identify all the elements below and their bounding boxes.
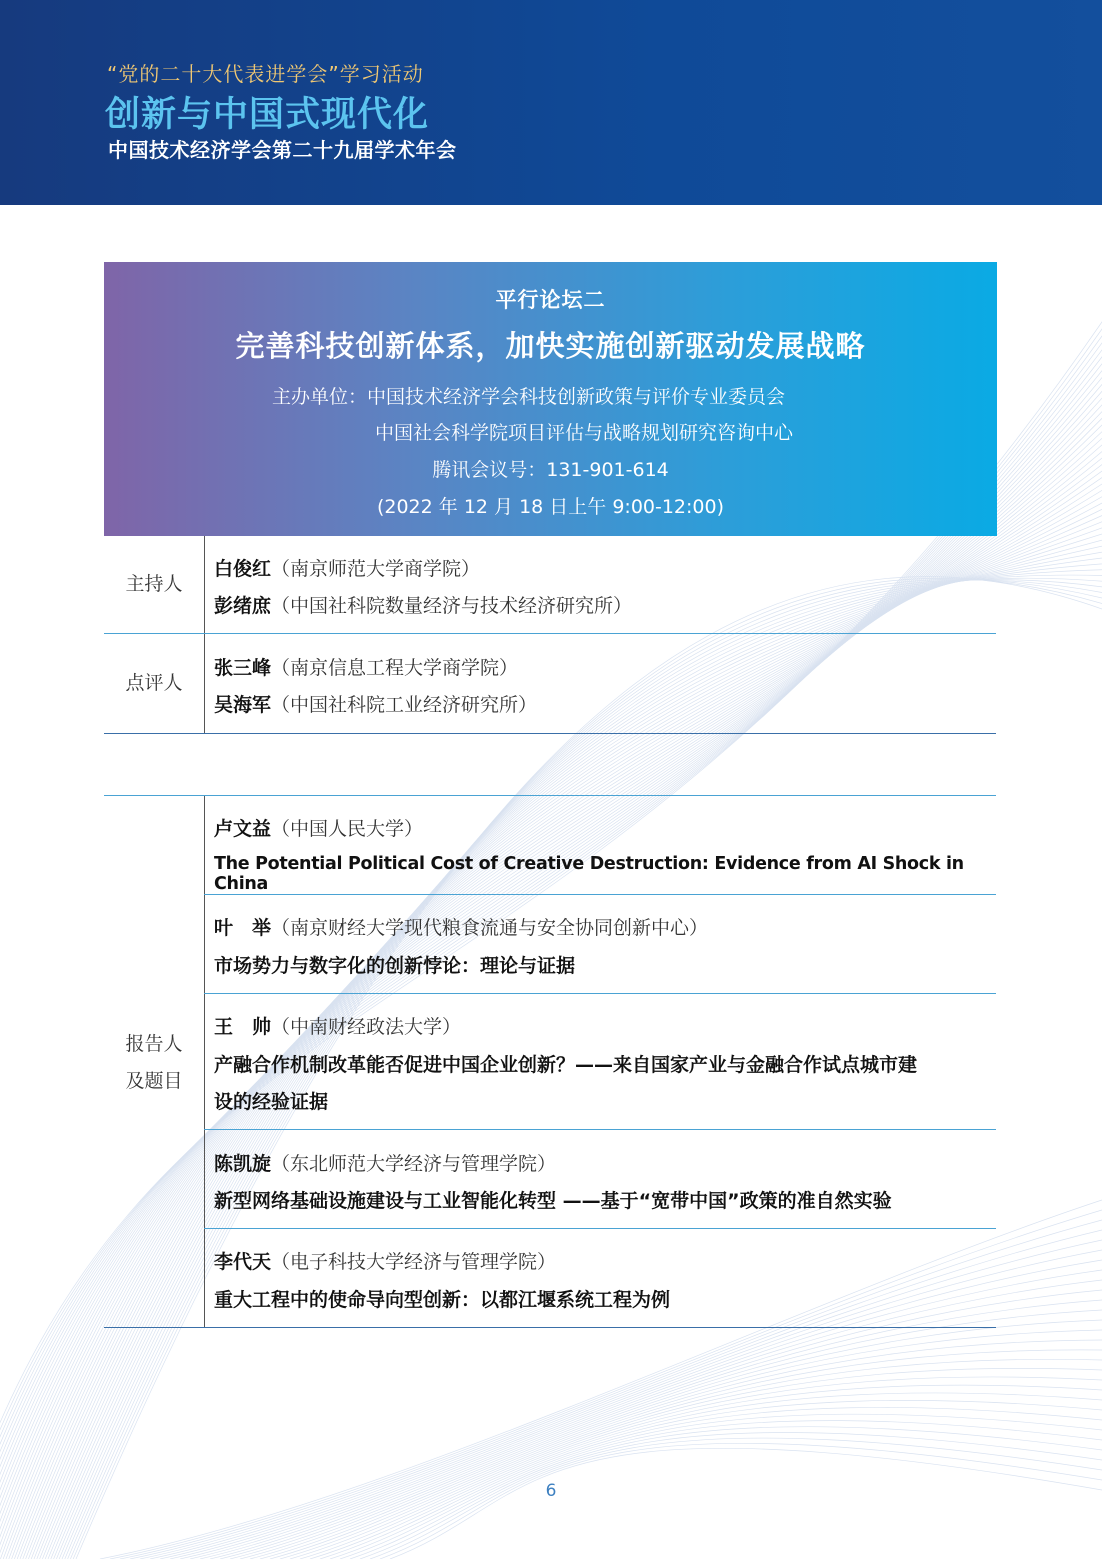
speaker-3-topic-line2: 设的经验证据 xyxy=(214,1091,329,1113)
person-name: 李代天 xyxy=(214,1251,272,1273)
person-name: 王 帅 xyxy=(214,1016,272,1038)
person-name: 张三峰 xyxy=(214,657,272,679)
reviewer-2 xyxy=(214,690,537,717)
speaker-4 xyxy=(214,1149,556,1176)
row-divider xyxy=(104,633,996,634)
person-affiliation: （电子科技大学经济与管理学院） xyxy=(271,1251,557,1273)
page-number: 6 xyxy=(545,1481,557,1501)
role-reviewers: 点评人 xyxy=(125,672,183,694)
person-name: 叶 举 xyxy=(214,917,272,939)
row-divider xyxy=(104,1327,996,1328)
row-divider xyxy=(204,1228,996,1229)
speaker-1 xyxy=(214,814,423,841)
person-affiliation: （中国社科院工业经济研究所） xyxy=(271,694,538,716)
organizer-line-1 xyxy=(272,382,785,409)
speaker-5 xyxy=(214,1247,556,1274)
speaker-2 xyxy=(214,913,708,940)
speaker-5-topic: 重大工程中的使命导向型创新：以都江堰系统工程为例 xyxy=(214,1289,671,1311)
person-affiliation: （南京财经大学现代粮食流通与安全协同创新中心） xyxy=(271,917,709,939)
organizer-2: 中国社会科学院项目评估与战略规划研究咨询中心 xyxy=(375,422,794,444)
person-affiliation: （南京师范大学商学院） xyxy=(271,558,481,580)
row-divider xyxy=(104,733,996,734)
background-line xyxy=(260,1359,1102,1559)
speaker-3-topic-line1: 产融合作机制改革能否促进中国企业创新？——来自国家产业与金融合作试点城市建 xyxy=(214,1054,918,1076)
background-line xyxy=(230,1330,1102,1559)
background-line xyxy=(380,1443,1102,1559)
row-divider xyxy=(204,1129,996,1130)
row-divider xyxy=(204,894,996,895)
person-affiliation: （东北师范大学经济与管理学院） xyxy=(271,1153,557,1175)
header-subtitle: 中国技术经济学会第二十九届学术年会 xyxy=(108,138,457,162)
background-line xyxy=(240,1340,1102,1559)
organizer-1: 中国技术经济学会科技创新政策与评价专业委员会 xyxy=(367,386,786,408)
forum-name: 平行论坛二 xyxy=(495,288,606,312)
column-divider xyxy=(204,795,205,1327)
role-speakers xyxy=(104,1026,204,1100)
reviewer-1 xyxy=(214,653,518,680)
person-affiliation: （中国人民大学） xyxy=(271,818,424,840)
person-name: 吴海军 xyxy=(214,694,272,716)
role-speakers-line1: 报告人 xyxy=(125,1033,183,1055)
forum-time: (2022 年 12 月 18 日上午 9:00-12:00) xyxy=(376,496,725,518)
background-line xyxy=(220,1320,1102,1559)
person-name: 陈凯旋 xyxy=(214,1153,272,1175)
person-name: 白俊红 xyxy=(214,558,272,580)
background-line xyxy=(300,1393,1102,1559)
header-slogan: “党的二十大代表进学会”学习活动 xyxy=(107,62,424,86)
header-title: 创新与中国式现代化 xyxy=(105,95,430,135)
speaker-2-topic: 市场势力与数字化的创新悖论：理论与证据 xyxy=(214,955,576,977)
person-name: 彭绪庶 xyxy=(214,595,272,617)
person-affiliation: （南京信息工程大学商学院） xyxy=(271,657,519,679)
background-line xyxy=(290,1385,1102,1559)
speaker-3 xyxy=(214,1012,461,1039)
column-divider xyxy=(204,536,205,733)
forum-banner xyxy=(104,262,997,536)
background-line xyxy=(310,1400,1102,1559)
person-affiliation: （中南财经政法大学） xyxy=(271,1016,462,1038)
host-2 xyxy=(214,591,632,618)
background-line xyxy=(190,1290,1102,1559)
person-name: 卢文益 xyxy=(214,818,272,840)
speaker-1-topic: The Potential Political Cost of Creative Destruction: Evidence from AI Shock in China xyxy=(214,854,964,894)
person-affiliation: （中国社科院数量经济与技术经济研究所） xyxy=(271,595,633,617)
speaker-4-topic: 新型网络基础设施建设与工业智能化转型 ——基于“宽带中国”政策的准自然实验 xyxy=(214,1190,892,1212)
row-divider xyxy=(204,993,996,994)
row-divider xyxy=(104,795,996,796)
role-speakers-line2: 及题目 xyxy=(125,1070,183,1092)
header-banner xyxy=(0,0,1102,205)
background-line xyxy=(280,1377,1102,1559)
role-hosts: 主持人 xyxy=(125,573,183,595)
schedule-table xyxy=(104,536,997,1328)
host-1 xyxy=(214,554,480,581)
meeting-id: 腾讯会议号：131-901-614 xyxy=(432,459,669,481)
organizer-label: 主办单位： xyxy=(272,386,368,408)
forum-title: 完善科技创新体系，加快实施创新驱动发展战略 xyxy=(235,329,866,363)
